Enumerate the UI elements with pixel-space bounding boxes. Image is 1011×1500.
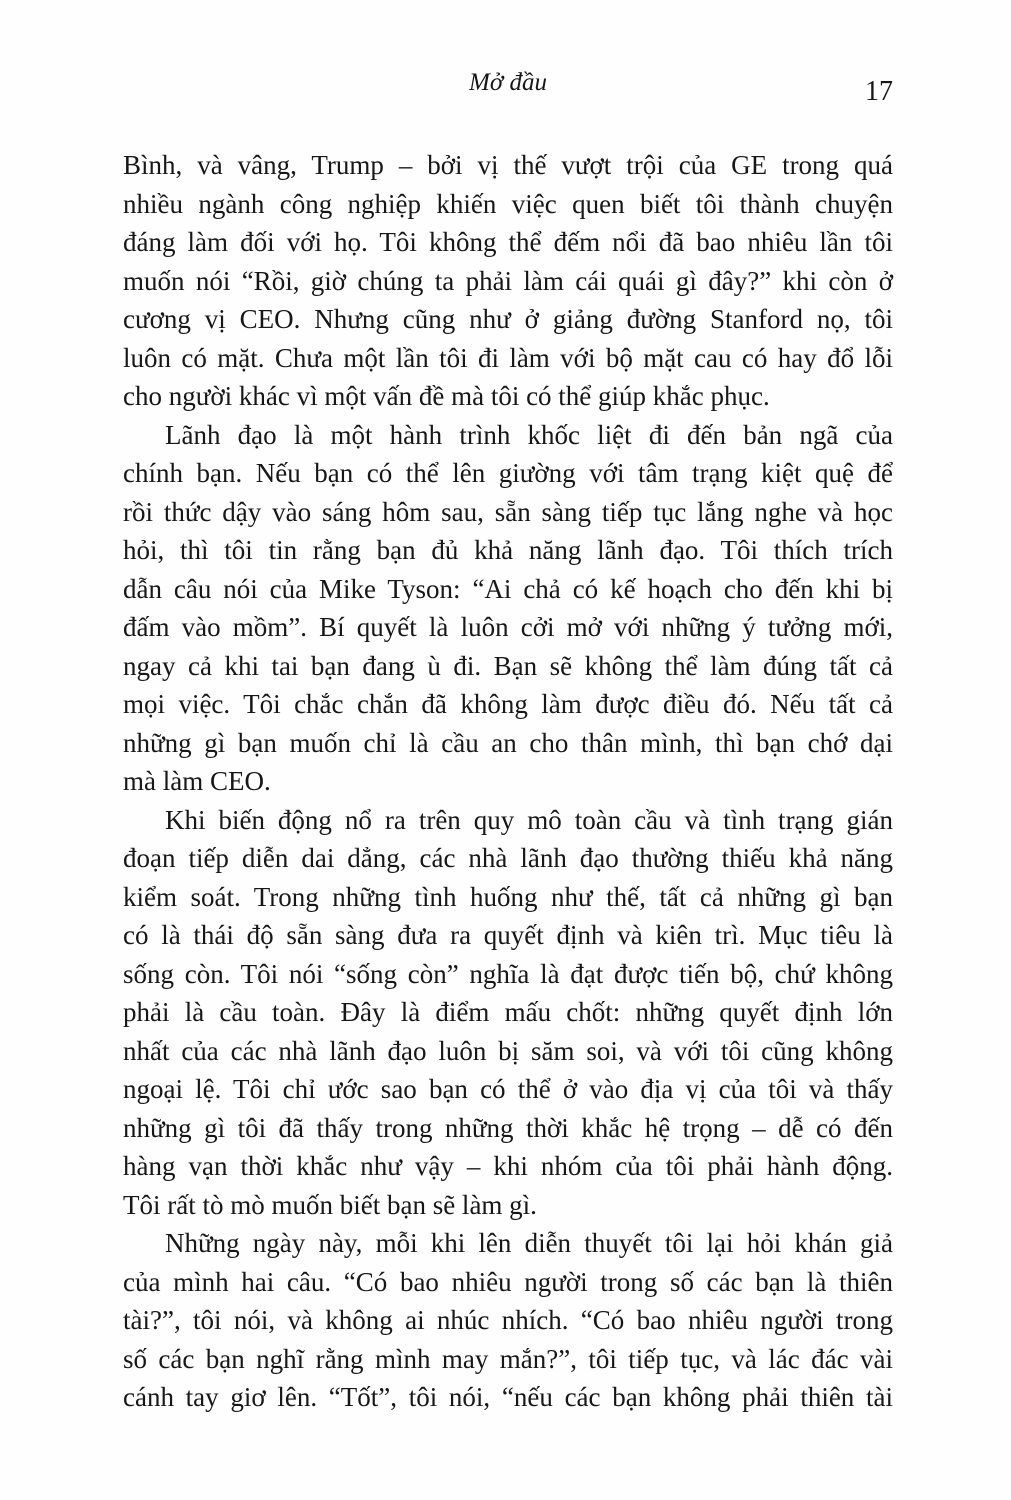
text-line: kiểm soát. Trong những tình huống như thế, tất cả những gì bạn [123,881,893,912]
text-line: phải là cầu toàn. Đây là điểm mấu chốt: những quyết định lớn [123,997,893,1027]
paragraph [123,801,893,1225]
page-body [123,146,893,1417]
text-line: đoạn tiếp diễn dai dẳng, các nhà lãnh đạo thường thiếu khả năng [123,843,893,873]
text-line: nhiều ngành công nghiệp khiến việc quen biết tôi thành chuyện [123,188,893,219]
paragraph [123,416,893,801]
text-line: đáng làm đối với họ. Tôi không thể đếm nổi đã bao nhiêu lần tôi [123,227,893,257]
page-number: 17 [865,76,893,107]
text-line: cho người khác vì một vấn đề mà tôi có thể giúp khắc phục. [123,381,770,411]
text-line: những gì bạn muốn chỉ là cầu an cho thân mình, thì bạn chớ dại [123,727,893,758]
text-line: nhất của các nhà lãnh đạo luôn bị săm soi, và với tôi cũng không [123,1035,893,1066]
text-line: Khi biến động nổ ra trên quy mô toàn cầu và tình trạng gián [165,804,893,835]
text-line: tài?”, tôi nói, và không ai nhúc nhích. “Có bao nhiêu người trong [123,1305,893,1335]
paragraph [123,146,893,416]
text-line: mọi việc. Tôi chắc chắn đã không làm được điều đó. Nếu tất cả [123,689,893,719]
text-line: luôn có mặt. Chưa một lần tôi đi làm với bộ mặt cau có hay đổ lỗi [123,342,893,373]
text-line: đấm vào mồm”. Bí quyết là luôn cởi mở với những ý tưởng mới, [123,612,893,642]
text-line: ngay cả khi tai bạn đang ù đi. Bạn sẽ không thể làm đúng tất cả [123,650,893,681]
text-line: rồi thức dậy vào sáng hôm sau, sẵn sàng tiếp tục lắng nghe và học [123,496,893,527]
text-line: Những ngày này, mỗi khi lên diễn thuyết tôi lại hỏi khán giả [165,1228,893,1258]
text-line: của mình hai câu. “Có bao nhiêu người trong số các bạn là thiên [123,1266,893,1297]
text-line: cương vị CEO. Nhưng cũng như ở giảng đường Stanford nọ, tôi [123,304,893,334]
text-line: hàng vạn thời khắc như vậy – khi nhóm của tôi phải hành động. [123,1151,893,1181]
text-line: hỏi, thì tôi tin rằng bạn đủ khả năng lãnh đạo. Tôi thích trích [123,535,893,565]
text-line: những gì tôi đã thấy trong những thời khắc hệ trọng – dễ có đến [123,1112,893,1143]
text-line: muốn nói “Rồi, giờ chúng ta phải làm cái quái gì đây?” khi còn ở [123,265,893,296]
paragraph [123,1224,893,1417]
text-line: Tôi rất tò mò muốn biết bạn sẽ làm gì. [123,1189,537,1220]
text-line: ngoại lệ. Tôi chỉ ước sao bạn có thể ở vào địa vị của tôi và thấy [123,1074,893,1104]
text-line: Bình, và vâng, Trump – bởi vị thế vượt trội của GE trong quá [123,150,893,180]
text-line: cánh tay giơ lên. “Tốt”, tôi nói, “nếu các bạn không phải thiên tài [123,1382,893,1412]
running-header-title: Mở đầu [469,69,547,96]
text-line: sống còn. Tôi nói “sống còn” nghĩa là đạt được tiến bộ, chứ không [123,958,893,989]
text-line: mà làm CEO. [123,766,271,796]
text-line: có là thái độ sẵn sàng đưa ra quyết định và kiên trì. Mục tiêu là [123,920,893,950]
text-line: số các bạn nghĩ rằng mình may mắn?”, tôi tiếp tục, và lác đác vài [123,1343,893,1374]
page-header [123,68,893,114]
text-line: chính bạn. Nếu bạn có thể lên giường với tâm trạng kiệt quệ để [123,458,893,488]
text-line: Lãnh đạo là một hành trình khốc liệt đi đến bản ngã của [165,419,893,450]
text-line: dẫn câu nói của Mike Tyson: “Ai chả có kế hoạch cho đến khi bị [123,573,893,604]
